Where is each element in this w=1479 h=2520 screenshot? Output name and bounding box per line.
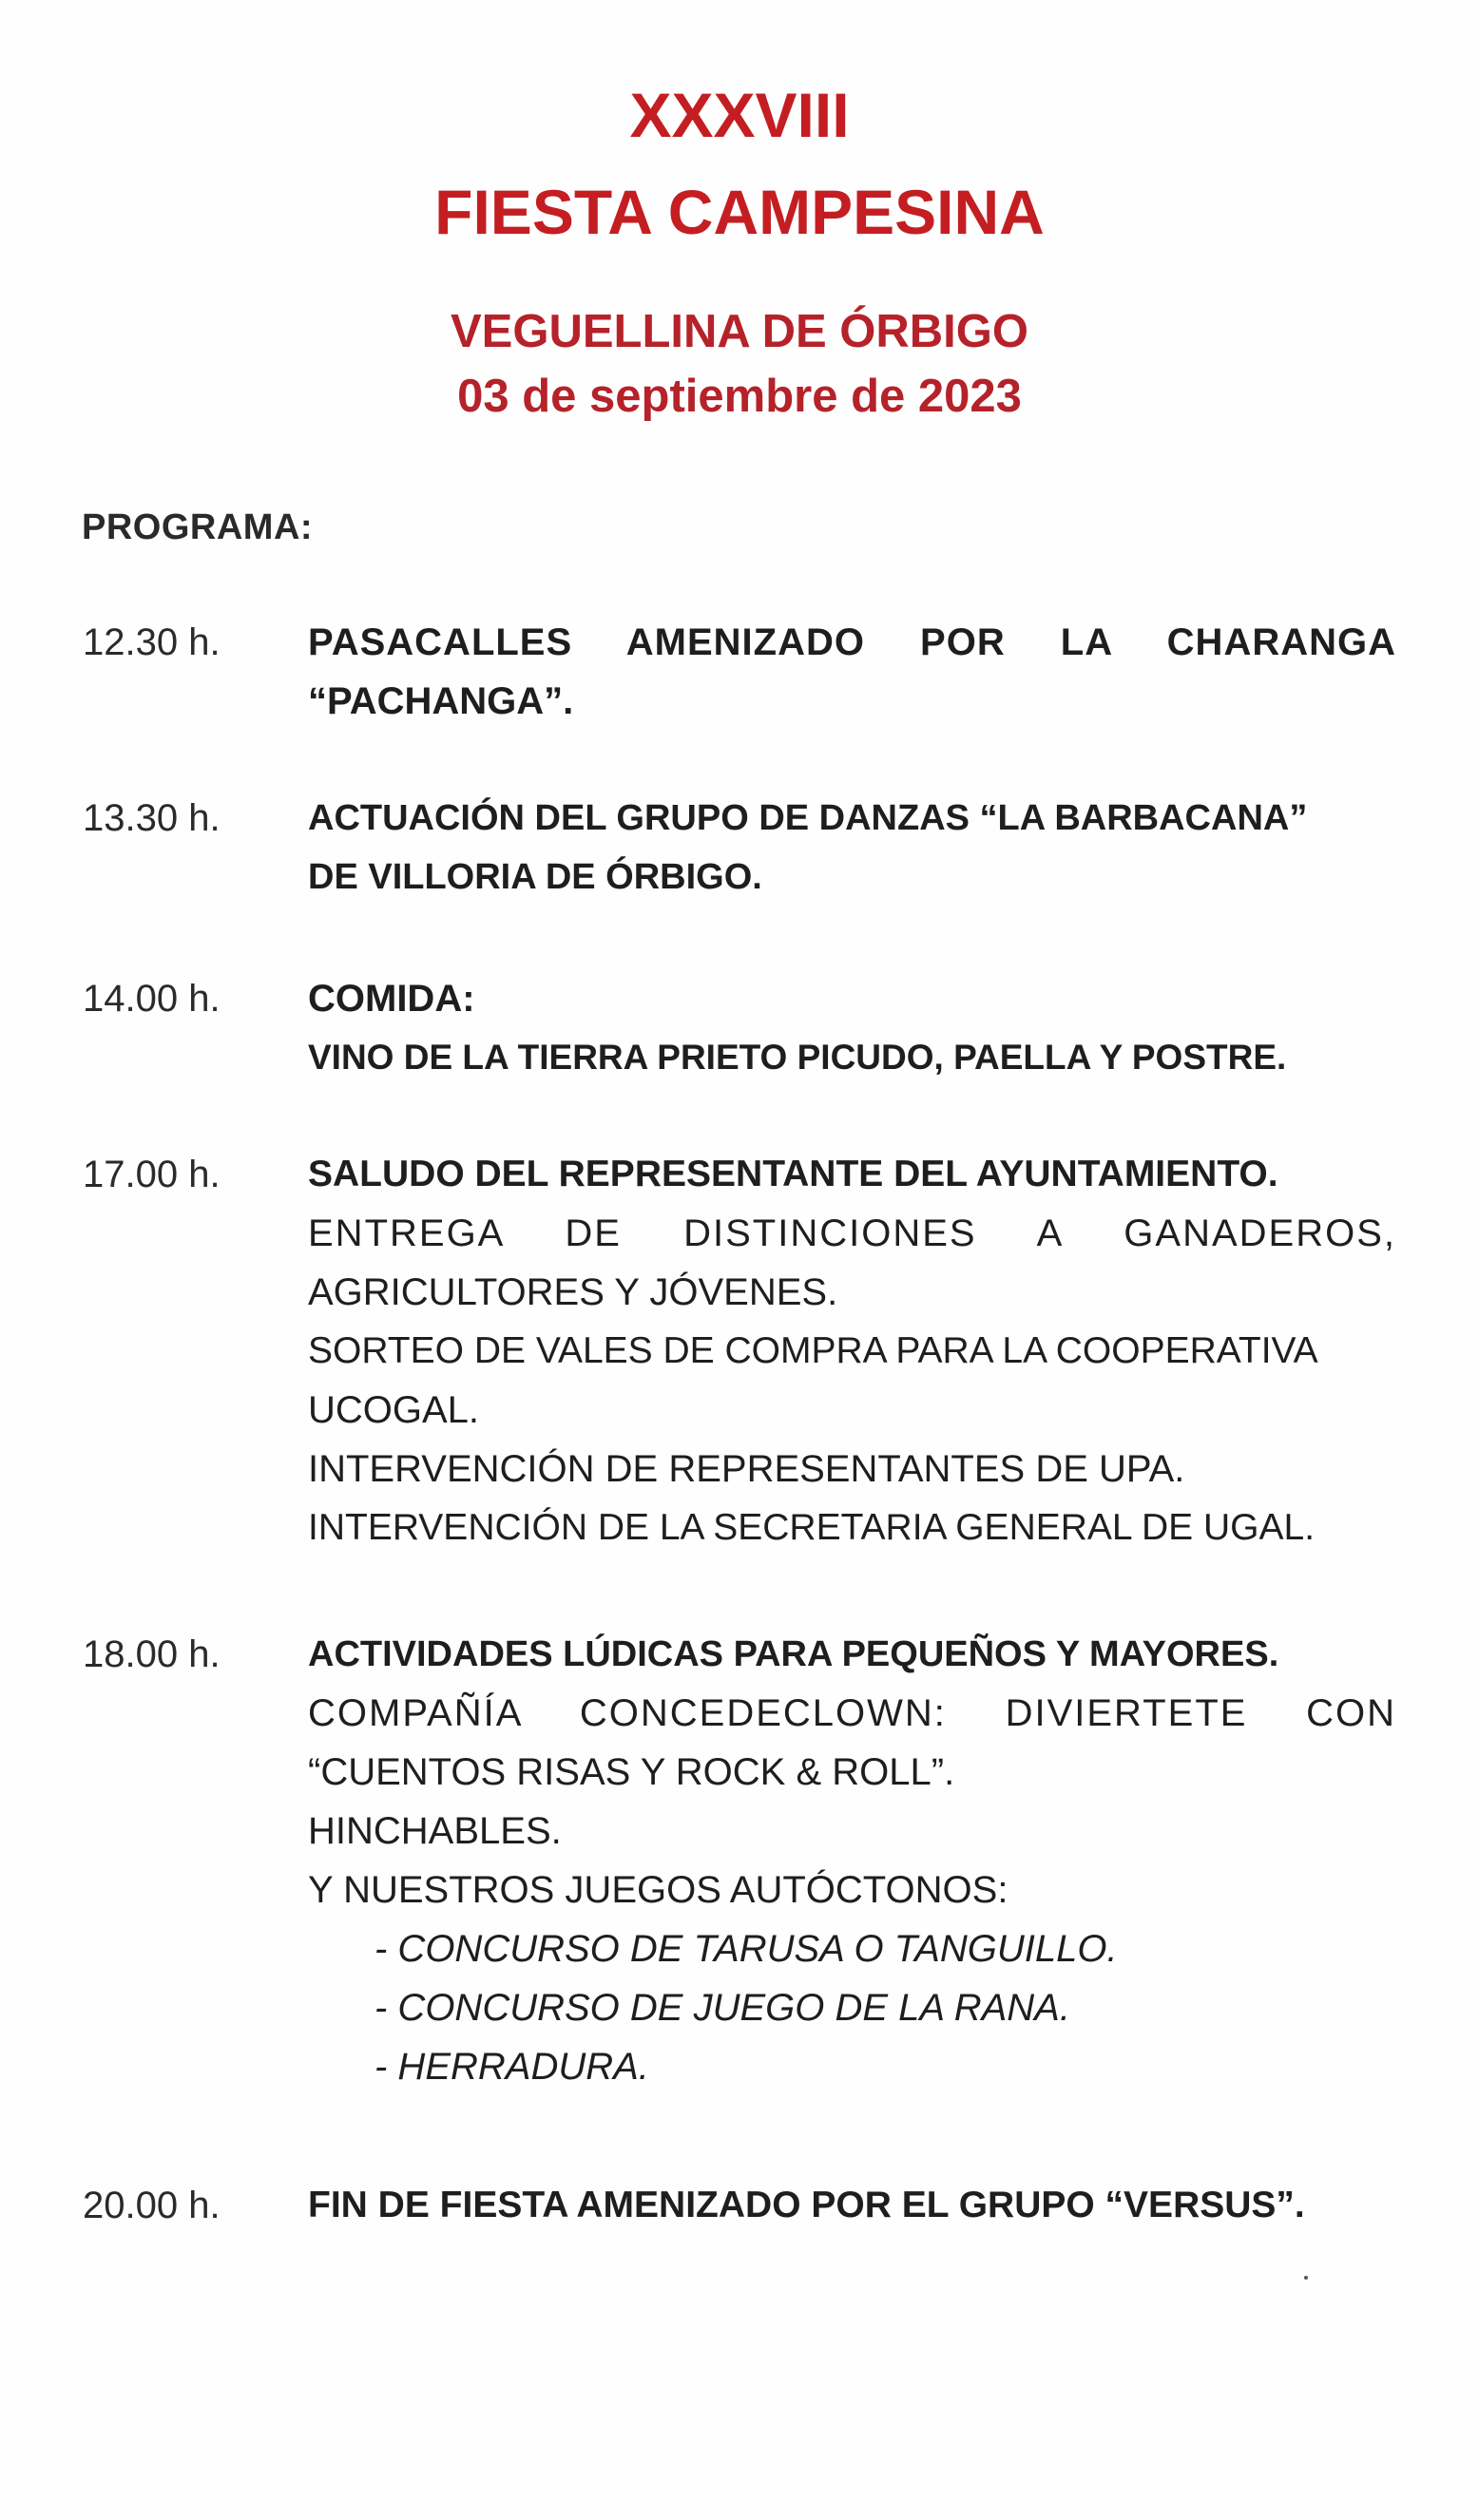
- program-label: PROGRAMA:: [82, 507, 314, 547]
- entry-line: HINCHABLES.: [308, 1810, 562, 1852]
- event-location: VEGUELLINA DE ÓRBIGO: [450, 306, 1028, 357]
- entry-subline: - CONCURSO DE JUEGO DE LA RANA.: [375, 1987, 1070, 2029]
- entry-line: AGRICULTORES Y JÓVENES.: [308, 1271, 838, 1313]
- entry-description: [308, 1625, 1396, 2096]
- event-title: FIESTA CAMPESINA: [434, 177, 1045, 247]
- entry-time: 18.00 h.: [83, 1633, 221, 1675]
- entry-line: “CUENTOS RISAS Y ROCK & ROLL”.: [308, 1751, 955, 1793]
- entry-description: [308, 1145, 1396, 1557]
- entry-line: ENTREGA DE DISTINCIONES A GANADEROS,: [308, 1212, 1396, 1254]
- entry-line: VINO DE LA TIERRA PRIETO PICUDO, PAELLA Y POSTRE.: [308, 1038, 1287, 1077]
- entry-line: UCOGAL.: [308, 1389, 480, 1431]
- entry-subline: - HERRADURA.: [375, 2046, 649, 2088]
- entry-line: COMIDA:: [308, 978, 475, 1020]
- entry-time: 20.00 h.: [83, 2185, 221, 2226]
- entry-time: 17.00 h.: [83, 1154, 221, 1195]
- entry-time: 13.30 h.: [83, 797, 221, 839]
- entry-subline: - CONCURSO DE TARUSA O TANGUILLO.: [375, 1928, 1118, 1970]
- entry-line: INTERVENCIÓN DE REPRESENTANTES DE UPA.: [308, 1448, 1185, 1490]
- entry-line: DE VILLORIA DE ÓRBIGO.: [308, 857, 762, 897]
- entry-line: Y NUESTROS JUEGOS AUTÓCTONOS:: [308, 1869, 1008, 1911]
- entry-line: ACTIVIDADES LÚDICAS PARA PEQUEÑOS Y MAYORES.: [308, 1634, 1279, 1674]
- entry-description: [308, 969, 1396, 1087]
- event-date: 03 de septiembre de 2023: [457, 371, 1022, 422]
- entry-line: SORTEO DE VALES DE COMPRA PARA LA COOPERATIVA: [308, 1330, 1318, 1371]
- entry-description: [308, 789, 1396, 907]
- scan-speck: [1304, 2276, 1308, 2280]
- entry-time: 14.00 h.: [83, 978, 221, 1020]
- entry-time: 12.30 h.: [83, 621, 221, 663]
- entry-line: “PACHANGA”.: [308, 680, 574, 722]
- entry-line: INTERVENCIÓN DE LA SECRETARIA GENERAL DE UGAL.: [308, 1507, 1316, 1548]
- entry-description: [308, 613, 1396, 731]
- entry-description: [308, 2176, 1396, 2235]
- edition-number: XXXVIII: [629, 80, 850, 150]
- entry-line: FIN DE FIESTA AMENIZADO POR EL GRUPO “VERSUS”.: [308, 2185, 1305, 2225]
- entry-line: PASACALLES AMENIZADO POR LA CHARANGA: [308, 621, 1396, 663]
- entry-line: ACTUACIÓN DEL GRUPO DE DANZAS “LA BARBACANA”: [308, 798, 1308, 838]
- entry-line: SALUDO DEL REPRESENTANTE DEL AYUNTAMIENTO.: [308, 1154, 1278, 1194]
- entry-line: COMPAÑÍA CONCEDECLOWN: DIVIERTETE CON: [308, 1692, 1396, 1734]
